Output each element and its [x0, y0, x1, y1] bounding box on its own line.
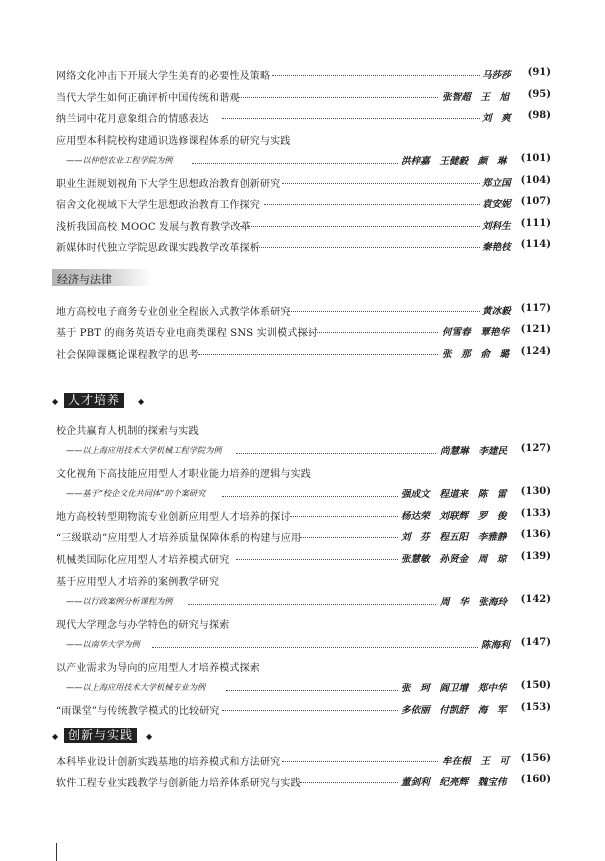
leader-dots [282, 183, 480, 184]
entry-title: 应用型本科院校构建通识选修课程体系的研究与实践 [56, 136, 291, 147]
entry-authors: 张智超 王 旭 [442, 92, 510, 103]
entry-title: 地方高校转型期物流专业创新应用型人才培养的探讨 [56, 512, 291, 523]
entry-title: 网络文化冲击下开展大学生美育的必要性及策略 [56, 71, 271, 82]
margin-line [56, 843, 57, 861]
entry-authors: 洪梓嘉 王健毅 颜 琳 [401, 156, 507, 167]
leader-dots [264, 204, 480, 205]
entry-authors: 刘 爽 [482, 113, 511, 124]
leader-dots [222, 496, 398, 497]
entry-authors: 何雪春 覃艳华 [442, 327, 510, 338]
entry-title: 当代大学生如何正确评析中国传统和谐观 [56, 93, 240, 104]
leader-dots [236, 453, 436, 454]
entry-page: (153) [520, 702, 551, 713]
diamond-icon: ◆ [52, 732, 59, 741]
entry-title: 社会保障课概论课程教学的思考 [56, 350, 199, 361]
section-title: 经济与法律 [57, 273, 112, 286]
entry-page: (117) [520, 303, 551, 314]
entry-page: (139) [520, 551, 551, 562]
entry-authors: 尚慧琳 李建民 [440, 446, 508, 457]
entry-title: 本科毕业设计创新实践基地的培养模式和方法研究 [56, 757, 281, 768]
section-header-innovation [64, 728, 137, 743]
entry-page: (150) [520, 680, 551, 691]
entry-title: 基于应用型人才培养的案例教学研究 [56, 577, 220, 588]
entry-subtitle: ——以上海应用技术大学机械专业为例 [66, 682, 206, 692]
entry-subtitle: ——以上海应用技术大学机械工程学院为例 [66, 445, 222, 455]
leader-dots [300, 332, 438, 333]
leader-dots [288, 311, 480, 312]
leader-dots [222, 710, 398, 711]
entry-authors: 周 华 张海玲 [440, 597, 508, 608]
leader-dots [152, 647, 478, 648]
entry-subtitle: ——以南华大学为例 [66, 639, 140, 649]
entry-title: 新媒体时代独立学院思政课实践教学改革探析 [56, 243, 260, 254]
entry-page: (127) [520, 443, 551, 454]
entry-title: 职业生涯规划视角下大学生思想政治教育创新研究 [56, 179, 281, 190]
entry-authors: 牟在根 王 可 [442, 756, 510, 767]
entry-title: 宿舍文化视域下大学生思想政治教育工作探究 [56, 200, 260, 211]
entry-title: 基于 PBT 的商务英语专业电商类课程 SNS 实训模式探讨 [56, 328, 318, 339]
leader-dots [226, 690, 398, 691]
entry-page: (160) [520, 774, 551, 785]
entry-authors: 张 那 俞 璐 [442, 349, 510, 360]
section-title: 创新与实践 [68, 728, 134, 742]
leader-dots [256, 247, 480, 248]
entry-page: (136) [520, 529, 551, 540]
entry-title: 校企共赢育人机制的探索与实践 [56, 426, 199, 437]
section-header-economy-law [52, 269, 152, 286]
entry-authors: 刘科生 [482, 221, 511, 232]
entry-page: (133) [520, 508, 551, 519]
entry-page: (101) [520, 153, 551, 164]
entry-title: 以产业需求为导向的应用型人才培养模式探索 [56, 663, 260, 674]
entry-page: (121) [520, 324, 551, 335]
entry-title: 软件工程专业实践教学与创新能力培养体系研究与实践 [56, 778, 301, 789]
entry-authors: 秦艳枝 [482, 242, 511, 253]
entry-title: 浅析我国高校 MOOC 发展与教育教学改革 [56, 222, 251, 233]
entry-subtitle: ——以仲恺农业工程学院为例 [66, 155, 173, 165]
entry-authors: 杨达荣 刘联辉 罗 俊 [401, 511, 507, 522]
leader-dots [188, 604, 436, 605]
entry-title: 现代大学理念与办学特色的研究与探索 [56, 620, 230, 631]
entry-authors: 强成文 程道来 陈 雷 [401, 489, 507, 500]
entry-page: (91) [527, 67, 551, 78]
entry-page: (104) [520, 175, 551, 186]
entry-title: 文化视角下高技能应用型人才职业能力培养的逻辑与实践 [56, 469, 311, 480]
entry-title: 地方高校电子商务专业创业全程嵌入式教学体系研究 [56, 307, 291, 318]
entry-page: (107) [520, 196, 551, 207]
entry-page: (98) [527, 110, 551, 121]
entry-authors: 张 珂 阎卫增 郑中华 [401, 683, 507, 694]
entry-page: (147) [520, 637, 551, 648]
entry-page: (124) [520, 346, 551, 357]
leader-dots [222, 118, 480, 119]
leader-dots [192, 163, 398, 164]
entry-title: “雨课堂”与传统教学模式的比较研究 [56, 706, 220, 717]
leader-dots [198, 354, 438, 355]
leader-dots [238, 97, 438, 98]
leader-dots [282, 761, 438, 762]
diamond-icon: ◆ [146, 732, 153, 741]
section-title: 人才培养 [68, 393, 121, 407]
entry-subtitle: ——以行政案例分析课程为例 [66, 596, 173, 606]
leader-dots [236, 559, 398, 560]
diamond-icon: ◆ [138, 397, 145, 406]
entry-authors: 袁安妮 [482, 199, 511, 210]
leader-dots [290, 516, 398, 517]
entry-page: (95) [527, 89, 551, 100]
entry-page: (111) [520, 218, 551, 229]
entry-title: 纳兰词中花月意象组合的情感表达 [56, 114, 209, 125]
entry-authors: 董剑利 纪亮辉 魏宝伟 [401, 777, 507, 788]
leader-dots [240, 226, 480, 227]
section-header-talent [64, 393, 124, 408]
entry-subtitle: ——基于“校企文化共同体”的个案研究 [66, 488, 206, 498]
entry-authors: 郑立国 [482, 178, 511, 189]
leader-dots [300, 782, 398, 783]
leader-dots [272, 75, 480, 76]
entry-authors: 多依丽 付凯舒 海 军 [401, 705, 507, 716]
diamond-icon: ◆ [52, 397, 59, 406]
leader-dots [300, 537, 398, 538]
entry-title: 机械类国际化应用型人才培养模式研究 [56, 555, 230, 566]
entry-authors: 张慧敏 孙贤金 周 琼 [401, 554, 507, 565]
entry-authors: 马莎莎 [482, 70, 511, 81]
entry-page: (114) [520, 239, 551, 250]
entry-page: (156) [520, 753, 551, 764]
entry-authors: 刘 芬 程五阳 李雅静 [401, 532, 507, 543]
entry-page: (142) [520, 594, 551, 605]
entry-authors: 黄冰毅 [482, 306, 511, 317]
entry-page: (130) [520, 486, 551, 497]
entry-authors: 陈海利 [481, 640, 510, 651]
entry-title: “三级联动”应用型人才培养质量保障体系的构建与应用 [56, 533, 302, 544]
